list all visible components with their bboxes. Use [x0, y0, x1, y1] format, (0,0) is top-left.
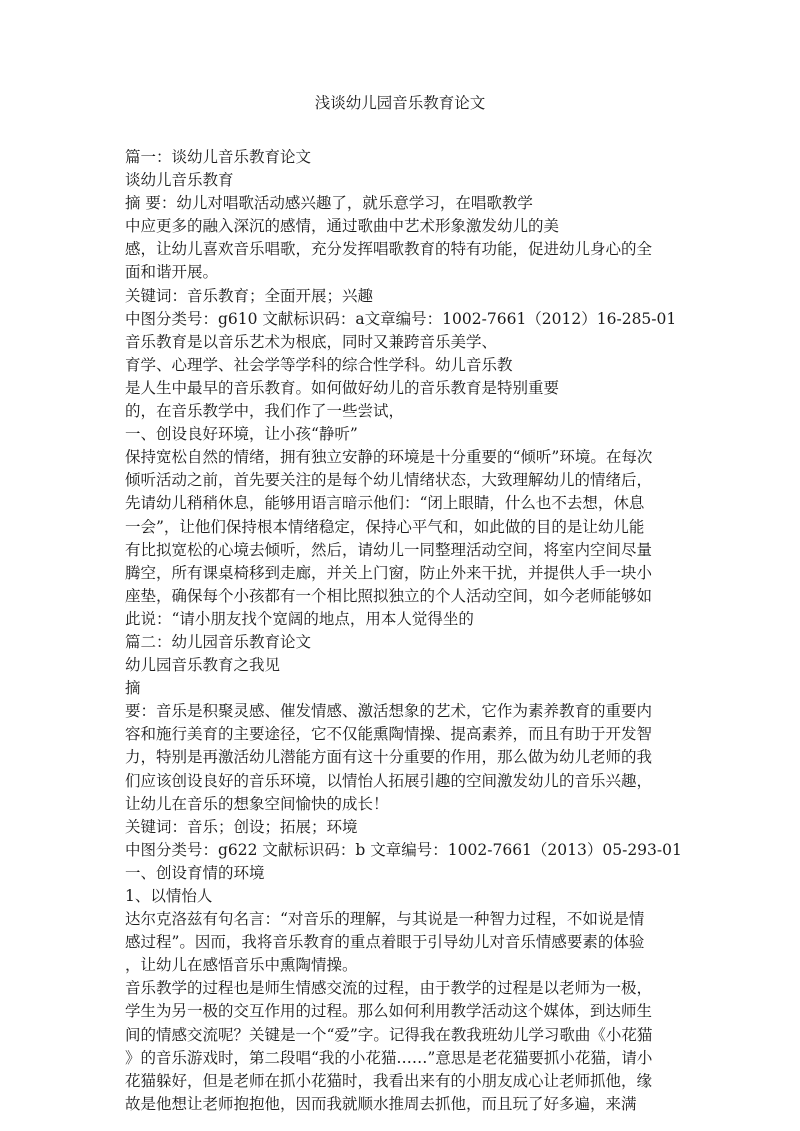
- text-line: 音乐教学的过程也是师生情感交流的过程，由于教学的过程是以老师为一极，: [125, 979, 653, 998]
- text-line: 容和施行美育的主要途径，它不仅能熏陶情操、提高素养，而且有助于开发智: [125, 725, 653, 744]
- text-line: 中图分类号：g610 文献标识码：a文章编号：1002-7661（2012）16-285-01: [125, 309, 677, 328]
- text-line: 感，让幼儿喜欢音乐唱歌，充分发挥唱歌教育的特有功能，促进幼儿身心的全: [125, 240, 653, 259]
- text-line: 是人生中最早的音乐教育。如何做好幼儿的音乐教育是特别重要: [125, 378, 560, 397]
- text-line: 倾听活动之前，首先要关注的是每个幼儿情绪状态，大致理解幼儿的情绪后，: [125, 471, 653, 490]
- text-line: 有比拟宽松的心境去倾听，然后，请幼儿一同整理活动空间，将室内空间尽量: [125, 540, 653, 559]
- text-line: 一会”，让他们保持根本情绪稳定，保持心平气和，如此做的目的是让幼儿能: [125, 517, 645, 536]
- text-line: 们应该创设良好的音乐环境，以情怡人拓展引趣的空间激发幼儿的音乐兴趣，: [125, 771, 653, 790]
- text-line: 故是他想让老师抱抱他，因而我就顺水推周去抓他，而且玩了好多遍，来满: [125, 1094, 637, 1113]
- text-line: 摘: [125, 679, 141, 698]
- text-line: 要：音乐是积聚灵感、催发情感、激活想象的艺术，它作为素养教育的重要内: [125, 702, 653, 721]
- text-line: 篇一：谈幼儿音乐教育论文: [125, 148, 312, 166]
- text-line: 先请幼儿稍稍休息，能够用语言暗示他们：“闭上眼睛，什么也不去想，休息: [125, 494, 645, 513]
- text-line: 一、创设育情的环境: [125, 863, 265, 882]
- document-body: [125, 146, 685, 1116]
- text-line: ，让幼儿在感悟音乐中熏陶情操。: [125, 956, 358, 975]
- text-line: 学生为另一极的交互作用的过程。那么如何利用教学活动这个媒体，到达师生: [125, 1002, 653, 1021]
- text-line: 篇二：幼儿园音乐教育论文: [125, 632, 312, 651]
- text-line: 关键词：音乐教育；全面开展；兴趣: [125, 286, 374, 305]
- text-line: 中图分类号：g622 文献标识码：b 文章编号：1002-7661（2013）05-293-01: [125, 840, 682, 859]
- text-line: 座垫，确保每个小孩都有一个相比照拟独立的个人活动空间，如今老师能够如: [125, 586, 653, 605]
- text-line: 保持宽松自然的情绪，拥有独立安静的环境是十分重要的“倾听”环境。在每次: [125, 448, 653, 467]
- text-line: 一、创设良好环境，让小孩“静听”: [125, 425, 358, 444]
- text-line: 1、以情怡人: [125, 887, 213, 905]
- text-line: 花猫躲好，但是老师在抓小花猫时，我看出来有的小朋友成心让老师抓他，缘: [125, 1071, 653, 1090]
- text-line: 达尔克洛兹有句名言：“对音乐的理解，与其说是一种智力过程，不如说是情: [125, 910, 645, 929]
- text-line: 腾空，所有课桌椅移到走廊，并关上门窗，防止外来干扰，并提供人手一块小: [125, 563, 653, 582]
- text-line: 力，特别是再激活幼儿潜能方面有这十分重要的作用，那么做为幼儿老师的我: [125, 748, 653, 767]
- text-line: 关键词：音乐；创设；拓展；环境: [125, 817, 358, 836]
- text-line: 的，在音乐教学中，我们作了一些尝试，: [125, 402, 405, 421]
- text-line: 间的情感交流呢？关键是一个“爱”字。记得我在教我班幼儿学习歌曲《小花猫: [125, 1025, 653, 1044]
- text-line: 中应更多的融入深沉的感情，通过歌曲中艺术形象激发幼儿的美: [125, 217, 560, 236]
- text-line: 谈幼儿音乐教育: [125, 171, 234, 190]
- text-line: 幼儿园音乐教育之我见: [125, 656, 281, 675]
- text-line: 此说：“请小朋友找个宽阔的地点，用本人觉得坐的: [125, 609, 474, 628]
- text-line: 面和谐开展。: [125, 263, 219, 282]
- text-line: 音乐教育是以音乐艺术为根底，同时又兼跨音乐美学、: [125, 332, 498, 351]
- text-line: 》的音乐游戏时，第二段唱“我的小花猫……”意思是老花猫要抓小花猫，请小: [125, 1048, 653, 1067]
- text-line: 育学、心理学、社会学等学科的综合性学科。幼儿音乐教: [125, 355, 513, 374]
- text-line: 摘 要：幼儿对唱歌活动感兴趣了，就乐意学习，在唱歌教学: [125, 194, 533, 213]
- text-line: 感过程”。因而，我将音乐教育的重点着眼于引导幼儿对音乐情感要素的体验: [125, 933, 645, 952]
- text-line: 让幼儿在音乐的想象空间愉快的成长！: [125, 794, 389, 813]
- document-title: 浅谈幼儿园音乐教育论文: [314, 94, 486, 112]
